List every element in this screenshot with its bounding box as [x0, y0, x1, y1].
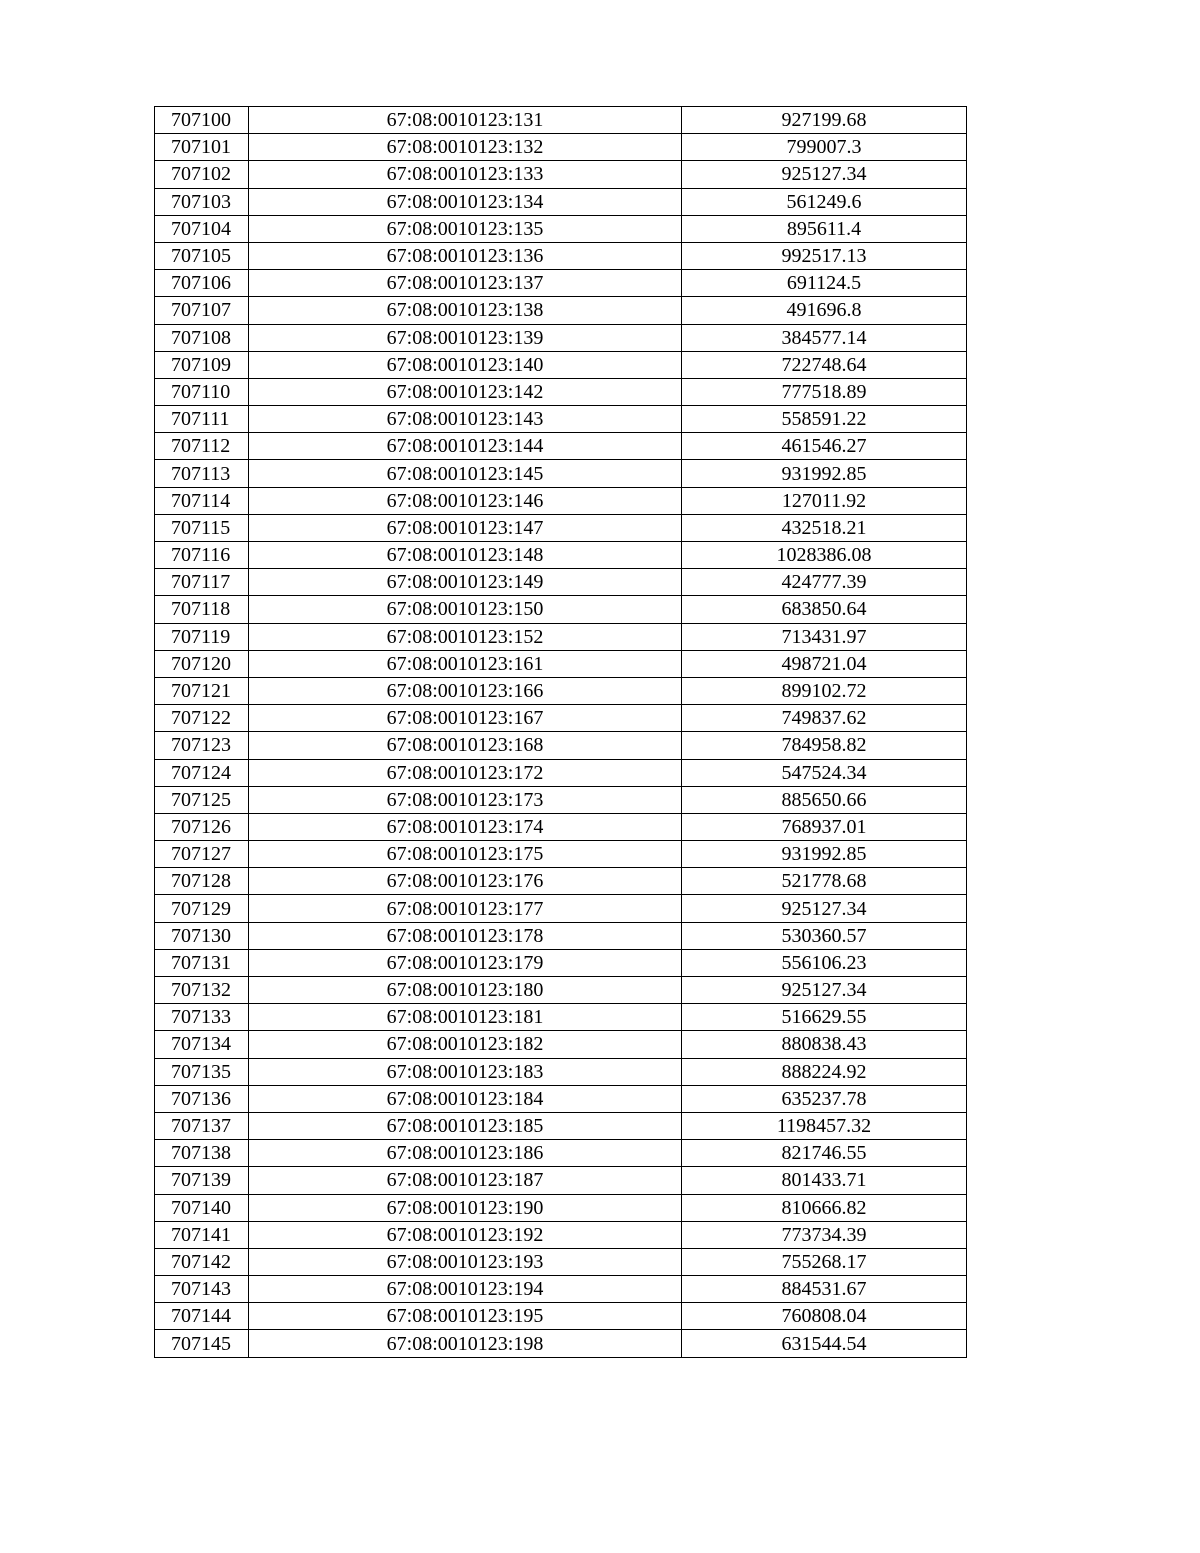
table-row	[155, 1303, 967, 1330]
row-number-cell: 707136	[155, 1085, 249, 1112]
cadastral-value-cell: 773734.39	[682, 1221, 967, 1248]
row-number-cell: 707101	[155, 134, 249, 161]
table-row	[155, 161, 967, 188]
row-number-cell: 707141	[155, 1221, 249, 1248]
cadastral-value-cell: 810666.82	[682, 1194, 967, 1221]
table-row	[155, 705, 967, 732]
table-row	[155, 107, 967, 134]
cadastral-value-cell: 558591.22	[682, 406, 967, 433]
cadastral-number-cell: 67:08:0010123:147	[249, 514, 682, 541]
cadastral-value-cell: 768937.01	[682, 813, 967, 840]
table-row	[155, 569, 967, 596]
table-row	[155, 759, 967, 786]
cadastral-number-cell: 67:08:0010123:145	[249, 460, 682, 487]
row-number-cell: 707123	[155, 732, 249, 759]
table-row	[155, 732, 967, 759]
table-row	[155, 134, 967, 161]
cadastral-value-cell: 635237.78	[682, 1085, 967, 1112]
cadastral-value-cell: 631544.54	[682, 1330, 967, 1357]
cadastral-value-cell: 556106.23	[682, 949, 967, 976]
table-row	[155, 1085, 967, 1112]
table-row	[155, 677, 967, 704]
cadastral-number-cell: 67:08:0010123:139	[249, 324, 682, 351]
row-number-cell: 707125	[155, 786, 249, 813]
cadastral-value-cell: 691124.5	[682, 270, 967, 297]
cadastral-value-cell: 713431.97	[682, 623, 967, 650]
row-number-cell: 707124	[155, 759, 249, 786]
row-number-cell: 707132	[155, 977, 249, 1004]
row-number-cell: 707143	[155, 1276, 249, 1303]
row-number-cell: 707135	[155, 1058, 249, 1085]
cadastral-value-cell: 521778.68	[682, 868, 967, 895]
cadastral-value-cell: 561249.6	[682, 188, 967, 215]
table-row	[155, 188, 967, 215]
cadastral-value-cell: 1198457.32	[682, 1112, 967, 1139]
cadastral-number-cell: 67:08:0010123:198	[249, 1330, 682, 1357]
cadastral-value-cell: 884531.67	[682, 1276, 967, 1303]
cadastral-value-cell: 424777.39	[682, 569, 967, 596]
cadastral-value-cell: 432518.21	[682, 514, 967, 541]
cadastral-number-cell: 67:08:0010123:152	[249, 623, 682, 650]
table-row	[155, 242, 967, 269]
cadastral-number-cell: 67:08:0010123:182	[249, 1031, 682, 1058]
cadastral-value-cell: 498721.04	[682, 650, 967, 677]
cadastral-number-cell: 67:08:0010123:175	[249, 841, 682, 868]
row-number-cell: 707103	[155, 188, 249, 215]
cadastral-number-cell: 67:08:0010123:178	[249, 922, 682, 949]
row-number-cell: 707110	[155, 378, 249, 405]
cadastral-value-cell: 821746.55	[682, 1140, 967, 1167]
cadastral-number-cell: 67:08:0010123:192	[249, 1221, 682, 1248]
cadastral-value-cell: 799007.3	[682, 134, 967, 161]
table-row	[155, 270, 967, 297]
cadastral-value-cell: 547524.34	[682, 759, 967, 786]
cadastral-number-cell: 67:08:0010123:177	[249, 895, 682, 922]
cadastral-number-cell: 67:08:0010123:183	[249, 1058, 682, 1085]
cadastral-number-cell: 67:08:0010123:193	[249, 1248, 682, 1275]
row-number-cell: 707130	[155, 922, 249, 949]
cadastral-number-cell: 67:08:0010123:140	[249, 351, 682, 378]
row-number-cell: 707109	[155, 351, 249, 378]
row-number-cell: 707138	[155, 1140, 249, 1167]
cadastral-number-cell: 67:08:0010123:186	[249, 1140, 682, 1167]
cadastral-value-cell: 530360.57	[682, 922, 967, 949]
cadastral-number-cell: 67:08:0010123:184	[249, 1085, 682, 1112]
table-row	[155, 378, 967, 405]
table-row	[155, 1112, 967, 1139]
cadastral-number-cell: 67:08:0010123:173	[249, 786, 682, 813]
table-row	[155, 324, 967, 351]
table-row	[155, 1058, 967, 1085]
row-number-cell: 707142	[155, 1248, 249, 1275]
cadastral-number-cell: 67:08:0010123:142	[249, 378, 682, 405]
table-row	[155, 786, 967, 813]
table-body	[155, 107, 967, 1358]
table-row	[155, 623, 967, 650]
cadastral-number-cell: 67:08:0010123:149	[249, 569, 682, 596]
row-number-cell: 707102	[155, 161, 249, 188]
table-row	[155, 1167, 967, 1194]
row-number-cell: 707113	[155, 460, 249, 487]
row-number-cell: 707105	[155, 242, 249, 269]
table-row	[155, 1031, 967, 1058]
table-row	[155, 433, 967, 460]
cadastral-value-cell: 1028386.08	[682, 542, 967, 569]
cadastral-value-cell: 925127.34	[682, 895, 967, 922]
table-row	[155, 596, 967, 623]
row-number-cell: 707120	[155, 650, 249, 677]
table-row	[155, 1330, 967, 1357]
table-row	[155, 1140, 967, 1167]
table-row	[155, 841, 967, 868]
row-number-cell: 707111	[155, 406, 249, 433]
cadastral-value-cell: 384577.14	[682, 324, 967, 351]
row-number-cell: 707127	[155, 841, 249, 868]
cadastral-value-cell: 880838.43	[682, 1031, 967, 1058]
row-number-cell: 707145	[155, 1330, 249, 1357]
row-number-cell: 707118	[155, 596, 249, 623]
table-row	[155, 215, 967, 242]
cadastral-value-cell: 927199.68	[682, 107, 967, 134]
cadastral-value-cell: 461546.27	[682, 433, 967, 460]
cadastral-number-cell: 67:08:0010123:174	[249, 813, 682, 840]
row-number-cell: 707117	[155, 569, 249, 596]
cadastral-value-cell: 784958.82	[682, 732, 967, 759]
cadastral-value-cell: 925127.34	[682, 161, 967, 188]
cadastral-number-cell: 67:08:0010123:167	[249, 705, 682, 732]
table-row	[155, 650, 967, 677]
cadastral-number-cell: 67:08:0010123:135	[249, 215, 682, 242]
table-row	[155, 297, 967, 324]
cadastral-number-cell: 67:08:0010123:150	[249, 596, 682, 623]
cadastral-value-table	[154, 106, 967, 1358]
row-number-cell: 707115	[155, 514, 249, 541]
cadastral-number-cell: 67:08:0010123:143	[249, 406, 682, 433]
row-number-cell: 707107	[155, 297, 249, 324]
table-row	[155, 895, 967, 922]
cadastral-value-cell: 760808.04	[682, 1303, 967, 1330]
table-row	[155, 487, 967, 514]
cadastral-number-cell: 67:08:0010123:194	[249, 1276, 682, 1303]
row-number-cell: 707128	[155, 868, 249, 895]
row-number-cell: 707121	[155, 677, 249, 704]
cadastral-number-cell: 67:08:0010123:134	[249, 188, 682, 215]
cadastral-value-cell: 895611.4	[682, 215, 967, 242]
cadastral-number-cell: 67:08:0010123:168	[249, 732, 682, 759]
cadastral-value-cell: 925127.34	[682, 977, 967, 1004]
table-row	[155, 949, 967, 976]
cadastral-value-cell: 888224.92	[682, 1058, 967, 1085]
row-number-cell: 707104	[155, 215, 249, 242]
cadastral-number-cell: 67:08:0010123:161	[249, 650, 682, 677]
table-row	[155, 542, 967, 569]
row-number-cell: 707114	[155, 487, 249, 514]
cadastral-number-cell: 67:08:0010123:190	[249, 1194, 682, 1221]
row-number-cell: 707131	[155, 949, 249, 976]
row-number-cell: 707116	[155, 542, 249, 569]
row-number-cell: 707129	[155, 895, 249, 922]
cadastral-number-cell: 67:08:0010123:148	[249, 542, 682, 569]
row-number-cell: 707137	[155, 1112, 249, 1139]
cadastral-number-cell: 67:08:0010123:166	[249, 677, 682, 704]
cadastral-value-cell: 127011.92	[682, 487, 967, 514]
cadastral-number-cell: 67:08:0010123:136	[249, 242, 682, 269]
table-row	[155, 813, 967, 840]
cadastral-number-cell: 67:08:0010123:131	[249, 107, 682, 134]
table-row	[155, 1194, 967, 1221]
row-number-cell: 707122	[155, 705, 249, 732]
table-row	[155, 406, 967, 433]
table-row	[155, 1221, 967, 1248]
cadastral-number-cell: 67:08:0010123:181	[249, 1004, 682, 1031]
cadastral-value-cell: 931992.85	[682, 841, 967, 868]
cadastral-number-cell: 67:08:0010123:176	[249, 868, 682, 895]
table-row	[155, 1248, 967, 1275]
table-row	[155, 1004, 967, 1031]
cadastral-number-cell: 67:08:0010123:144	[249, 433, 682, 460]
cadastral-value-cell: 931992.85	[682, 460, 967, 487]
row-number-cell: 707140	[155, 1194, 249, 1221]
cadastral-number-cell: 67:08:0010123:133	[249, 161, 682, 188]
table-row	[155, 460, 967, 487]
row-number-cell: 707134	[155, 1031, 249, 1058]
table-row	[155, 1276, 967, 1303]
cadastral-value-cell: 755268.17	[682, 1248, 967, 1275]
cadastral-value-cell: 777518.89	[682, 378, 967, 405]
row-number-cell: 707108	[155, 324, 249, 351]
cadastral-number-cell: 67:08:0010123:180	[249, 977, 682, 1004]
cadastral-number-cell: 67:08:0010123:132	[249, 134, 682, 161]
cadastral-number-cell: 67:08:0010123:187	[249, 1167, 682, 1194]
cadastral-value-cell: 722748.64	[682, 351, 967, 378]
table-row	[155, 868, 967, 895]
cadastral-value-cell: 491696.8	[682, 297, 967, 324]
row-number-cell: 707119	[155, 623, 249, 650]
cadastral-number-cell: 67:08:0010123:172	[249, 759, 682, 786]
row-number-cell: 707100	[155, 107, 249, 134]
cadastral-value-cell: 801433.71	[682, 1167, 967, 1194]
row-number-cell: 707112	[155, 433, 249, 460]
cadastral-value-cell: 749837.62	[682, 705, 967, 732]
cadastral-number-cell: 67:08:0010123:185	[249, 1112, 682, 1139]
cadastral-number-cell: 67:08:0010123:138	[249, 297, 682, 324]
row-number-cell: 707106	[155, 270, 249, 297]
table-row	[155, 514, 967, 541]
cadastral-value-cell: 683850.64	[682, 596, 967, 623]
cadastral-value-cell: 516629.55	[682, 1004, 967, 1031]
cadastral-value-cell: 899102.72	[682, 677, 967, 704]
row-number-cell: 707126	[155, 813, 249, 840]
cadastral-number-cell: 67:08:0010123:137	[249, 270, 682, 297]
table-row	[155, 351, 967, 378]
row-number-cell: 707133	[155, 1004, 249, 1031]
cadastral-number-cell: 67:08:0010123:195	[249, 1303, 682, 1330]
row-number-cell: 707144	[155, 1303, 249, 1330]
cadastral-value-cell: 885650.66	[682, 786, 967, 813]
table-row	[155, 977, 967, 1004]
row-number-cell: 707139	[155, 1167, 249, 1194]
cadastral-value-cell: 992517.13	[682, 242, 967, 269]
cadastral-number-cell: 67:08:0010123:146	[249, 487, 682, 514]
table-row	[155, 922, 967, 949]
cadastral-number-cell: 67:08:0010123:179	[249, 949, 682, 976]
